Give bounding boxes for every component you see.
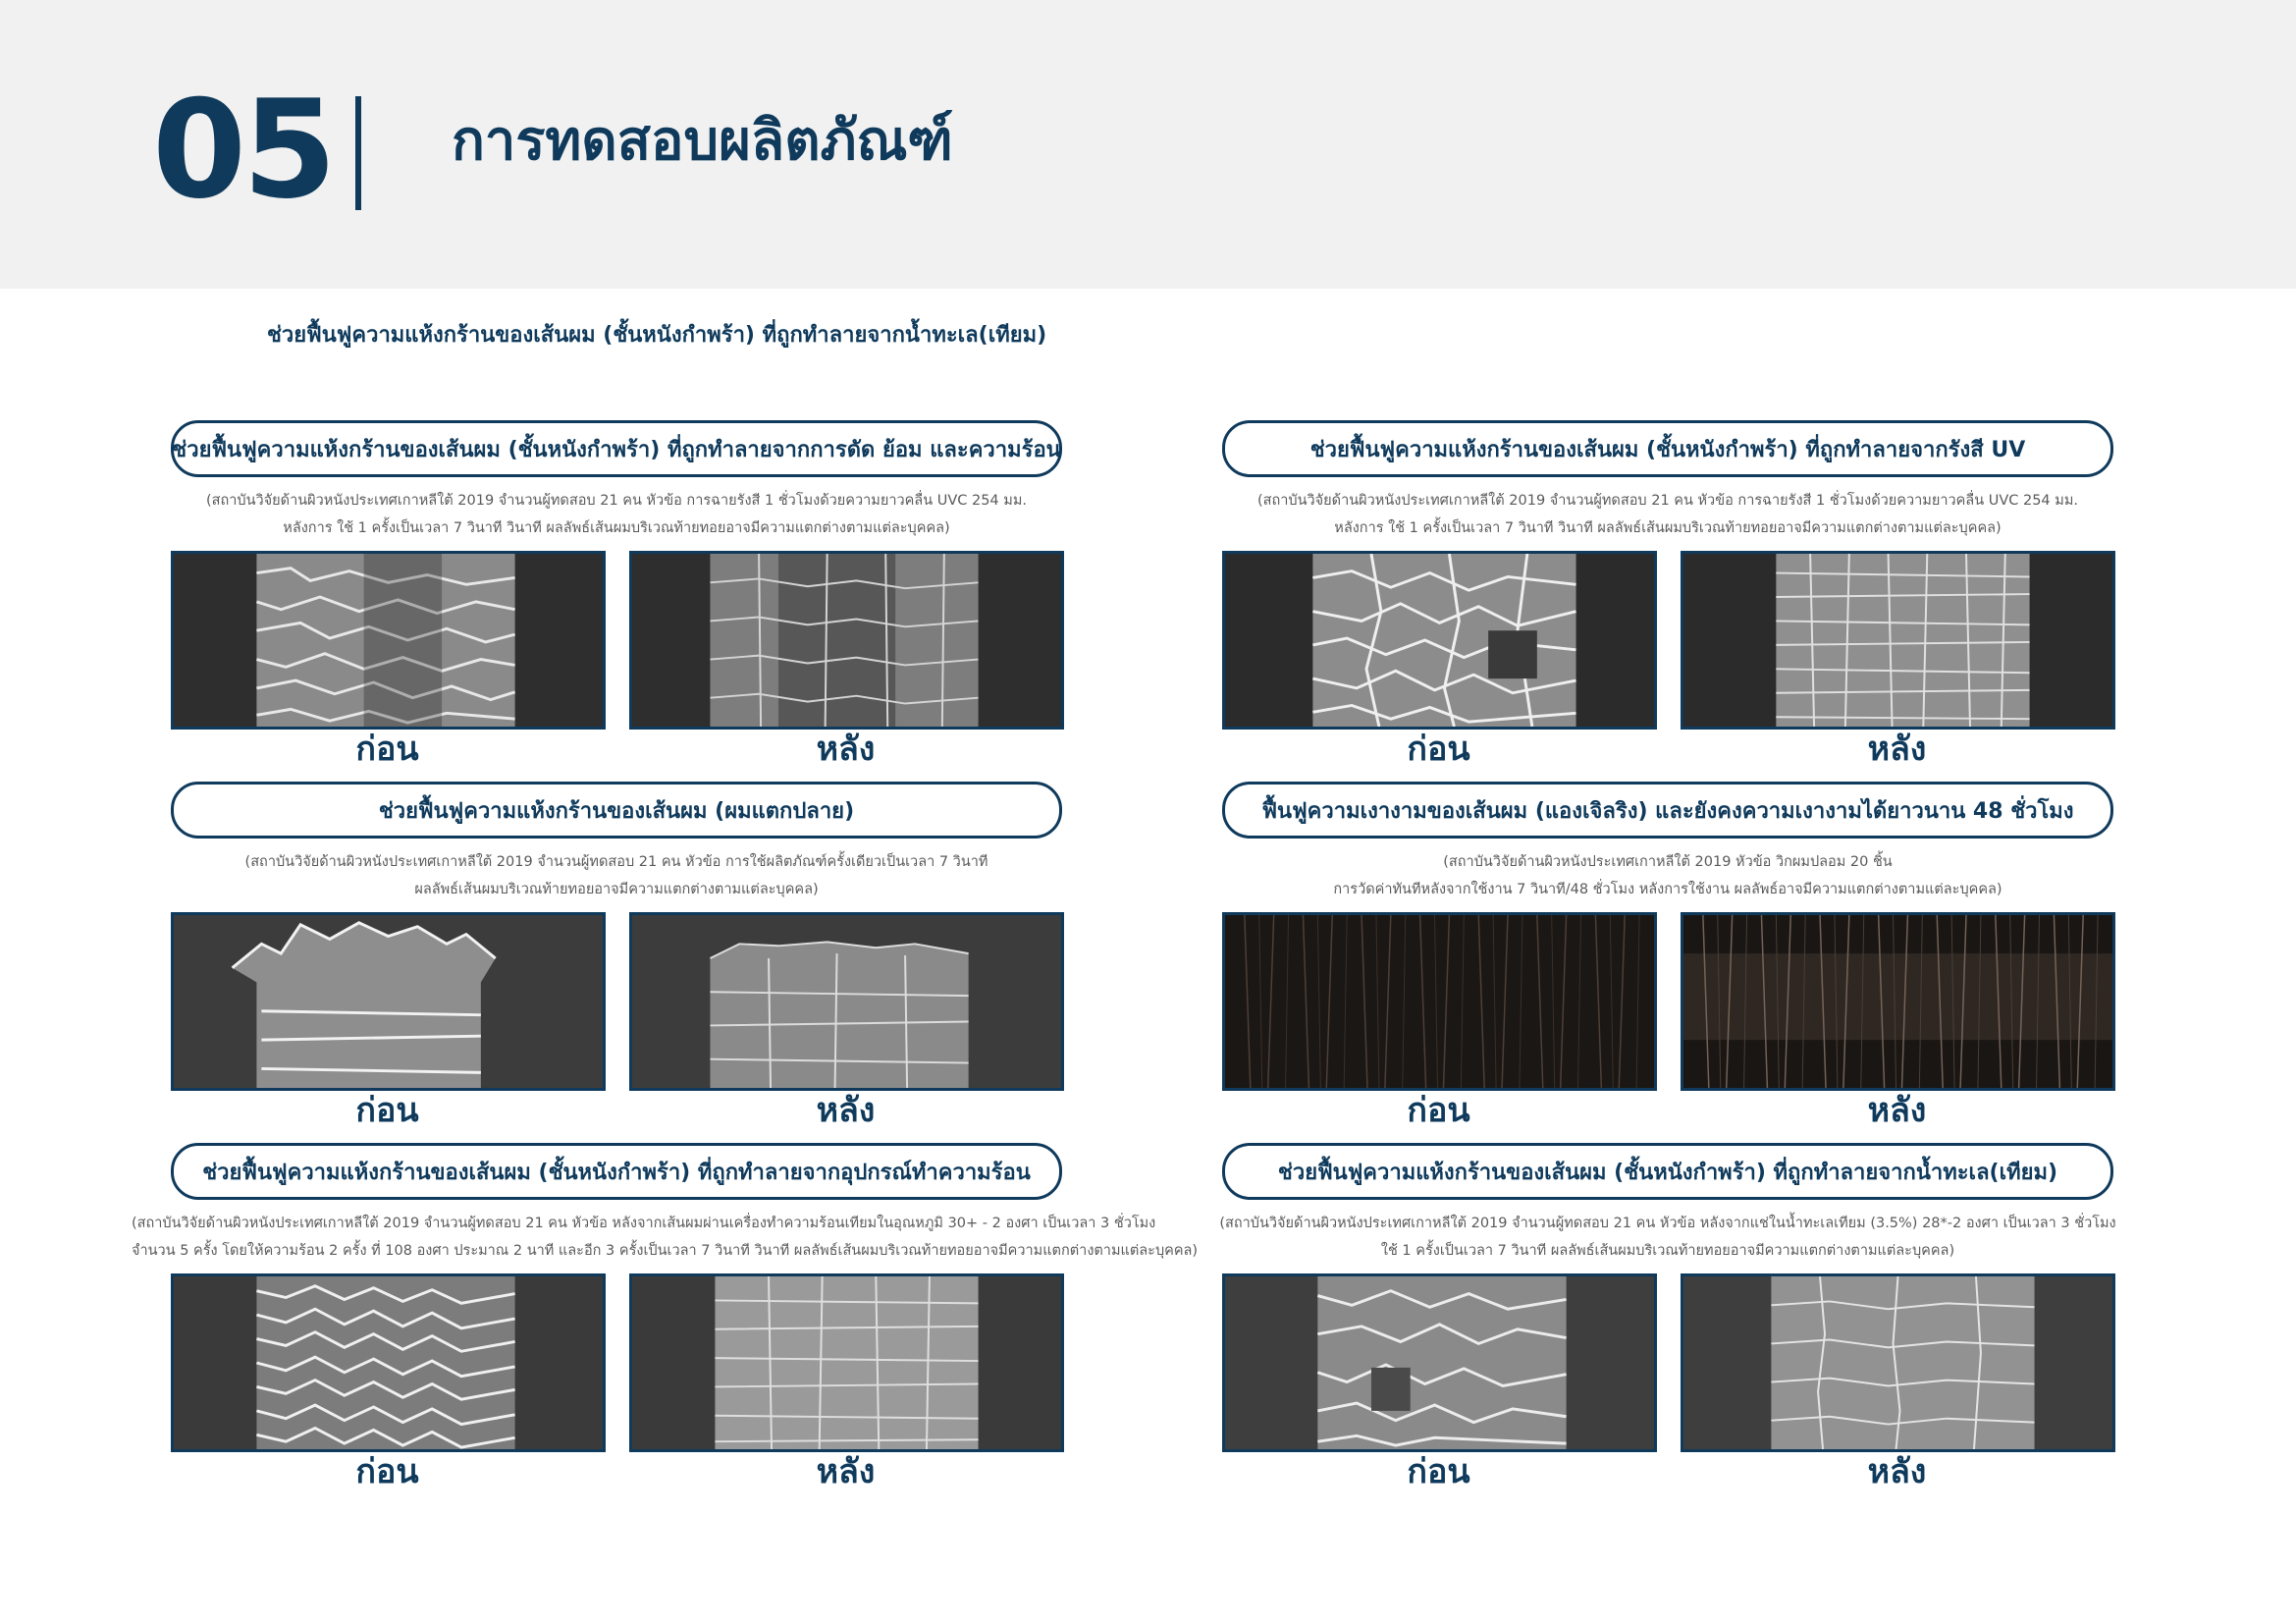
intro-heading: ช่วยฟื้นฟูความแห้งกร้านของเส้นผม (ชั้นหนังกำพร้า) ที่ถูกทำลายจากน้ำทะเล(เทียม) [267,323,1047,348]
panel-note [132,487,1101,542]
before-caption: ก่อน [1407,1452,1470,1491]
after-image [1681,912,2115,1091]
before-caption: ก่อน [1407,730,1470,769]
panel-title: ฟื้นฟูความเงางามของเส้นผม (แองเจิลริง) และยังคงความเงางามได้ยาวนาน 48 ชั่วโมง [1222,782,2113,839]
before-caption: ก่อน [355,1091,419,1130]
panel-note-line: หลังการ ใช้ 1 ครั้งเป็นเวลา 7 วินาที วินาที ผลลัพธ์เส้นผมบริเวณท้ายทอยอาจมีความแตกต่างตามแต่ละบุคคล) [283,520,950,536]
before-image [171,1273,606,1452]
panel-note-line: ใช้ 1 ครั้งเป็นเวลา 7 วินาที ผลลัพธ์เส้นผมบริเวณท้ายทอยอาจมีความแตกต่างตามแต่ละบุคคล) [1380,1243,1955,1259]
panel-note [1183,1210,2153,1265]
panel-note-line: (สถาบันวิจัยด้านผิวหนังประเทศเกาหลีใต้ 2019 จำนวนผู้ทดสอบ 21 คน หัวข้อ หลังจากเส้นผมผ่านเครื่องทำความร้อนเทียมในอุณหภูมิ 30+ - 2 องศา เป็นเวลา 3 ชั่วโมง [132,1216,1156,1231]
before-caption: ก่อน [1407,1091,1470,1130]
after-image [629,912,1064,1091]
after-caption: หลัง [1867,730,1927,769]
panel-note-line: (สถาบันวิจัยด้านผิวหนังประเทศเกาหลีใต้ 2019 จำนวนผู้ทดสอบ 21 คน หัวข้อ หลังจากแช่ในน้ำทะเลเทียม (3.5%) 28*-2 องศา เป็นเวลา 3 ชั่วโมง [1219,1216,2116,1231]
panel-note [132,1210,1199,1265]
panel-note [132,848,1101,903]
page-title: การทดสอบผลิตภัณฑ์ [452,109,953,173]
before-caption: ก่อน [355,730,419,769]
test-panel-uv [1222,420,2113,784]
test-panel-perm-dye-heat [171,420,1062,784]
panel-note-line: (สถาบันวิจัยด้านผิวหนังประเทศเกาหลีใต้ 2019 จำนวนผู้ทดสอบ 21 คน หัวข้อ การฉายรังสี 1 ชั่วโมงด้วยความยาวคลื่น UVC 254 มม. [1257,493,2078,509]
test-panel-shine [1222,782,2113,1145]
panel-title: ช่วยฟื้นฟูความแห้งกร้านของเส้นผม (ชั้นหนังกำพร้า) ที่ถูกทำลายจากรังสี UV [1222,420,2113,477]
after-caption: หลัง [816,1452,876,1491]
panel-note [1183,848,2153,903]
test-panel-heat-tools [132,1143,1199,1506]
panel-note-line: หลังการ ใช้ 1 ครั้งเป็นเวลา 7 วินาที วินาที ผลลัพธ์เส้นผมบริเวณท้ายทอยอาจมีความแตกต่างตามแต่ละบุคคล) [1334,520,2002,536]
panel-title: ช่วยฟื้นฟูความแห้งกร้านของเส้นผม (ผมแตกปลาย) [171,782,1062,839]
after-caption: หลัง [1867,1091,1927,1130]
header-divider [355,96,361,210]
after-image [629,1273,1064,1452]
before-image [1222,912,1657,1091]
panel-note-line: การวัดค่าทันทีหลังจากใช้งาน 7 วินาที/48 ชั่วโมง หลังการใช้งาน ผลลัพธ์อาจมีความแตกต่างตามแต่ละบุคคล) [1333,882,2002,897]
before-image [171,912,606,1091]
before-image [1222,551,1657,730]
after-image [1681,551,2115,730]
section-number: 05 [152,71,334,229]
panel-note-line: ผลลัพธ์เส้นผมบริเวณท้ายทอยอาจมีความแตกต่างตามแต่ละบุคคล) [414,882,819,897]
panel-note-line: จำนวน 5 ครั้ง โดยให้ความร้อน 2 ครั้ง ที่ 108 องศา ประมาณ 2 นาที และอีก 3 ครั้งเป็นเวลา 7 วินาที วินาที ผลลัพธ์เส้นผมบริเวณท้ายทอยอาจมีความแตกต่างตามแต่ละบุคคล) [132,1243,1199,1259]
before-image [1222,1273,1657,1452]
after-image [1681,1273,2115,1452]
panel-note [1183,487,2153,542]
before-caption: ก่อน [355,1452,419,1491]
after-caption: หลัง [1867,1452,1927,1491]
before-image [171,551,606,730]
panel-note-line: (สถาบันวิจัยด้านผิวหนังประเทศเกาหลีใต้ 2019 จำนวนผู้ทดสอบ 21 คน หัวข้อ การฉายรังสี 1 ชั่วโมงด้วยความยาวคลื่น UVC 254 มม. [206,493,1027,509]
panel-note-line: (สถาบันวิจัยด้านผิวหนังประเทศเกาหลีใต้ 2019 หัวข้อ วิกผมปลอม 20 ชิ้น [1443,854,1893,870]
test-panel-seawater [1219,1143,2116,1506]
page-header [0,0,2296,289]
panel-note-line: (สถาบันวิจัยด้านผิวหนังประเทศเกาหลีใต้ 2019 จำนวนผู้ทดสอบ 21 คน หัวข้อ การใช้ผลิตภัณฑ์ครั้งเดียวเป็นเวลา 7 วินาที [244,854,988,870]
panel-title: ช่วยฟื้นฟูความแห้งกร้านของเส้นผม (ชั้นหนังกำพร้า) ที่ถูกทำลายจากอุปกรณ์ทำความร้อน [171,1143,1062,1200]
after-caption: หลัง [816,1091,876,1130]
panel-title: ช่วยฟื้นฟูความแห้งกร้านของเส้นผม (ชั้นหนังกำพร้า) ที่ถูกทำลายจากการดัด ย้อม และความร้อน [171,420,1062,477]
panel-title: ช่วยฟื้นฟูความแห้งกร้านของเส้นผม (ชั้นหนังกำพร้า) ที่ถูกทำลายจากน้ำทะเล(เทียม) [1222,1143,2113,1200]
after-caption: หลัง [816,730,876,769]
after-image [629,551,1064,730]
test-panel-split-ends [171,782,1062,1145]
